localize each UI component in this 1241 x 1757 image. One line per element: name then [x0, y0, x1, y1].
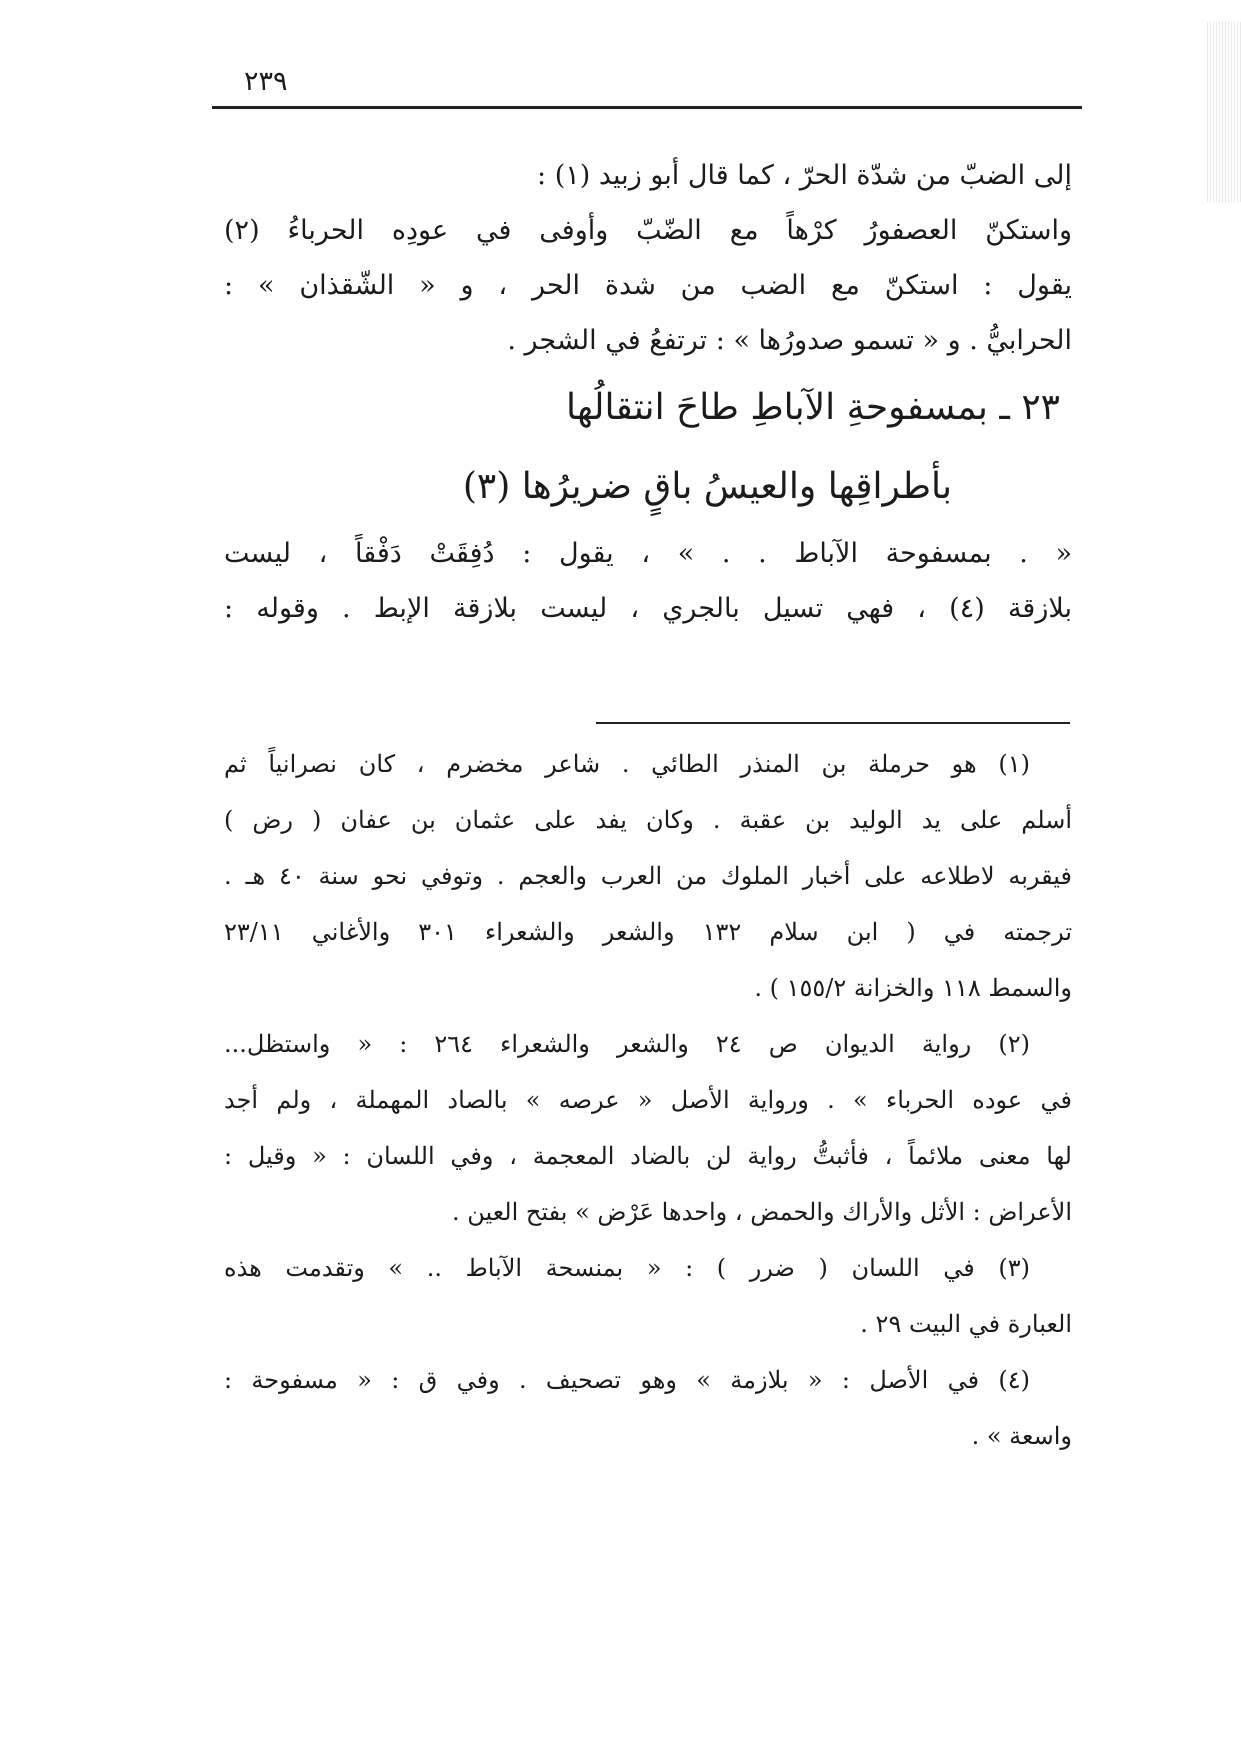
footnote-1-line: (١) هو حرملة بن المنذر الطائي . شاعر مخضرم ، كان نصرانياً ثم — [224, 750, 1030, 778]
footnote-2-line: الأعراض : الأثل والأراك والحمض ، واحدها عَرْض » بفتح العين . — [451, 1198, 1072, 1226]
footnote-2-line: في عوده الحرباء » . ورواية الأصل « عرصه » بالصاد المهملة ، ولم أجد — [224, 1086, 1072, 1114]
page-number: ٢٣٩ — [244, 66, 288, 97]
footnote-4-line: واسعة » . — [971, 1422, 1072, 1450]
footnote-4-line: (٤) في الأصل : « بلازمة » وهو تصحيف . وفي ق : « مسفوحة : — [224, 1366, 1030, 1394]
footnote-1-line: والسمط ١١٨ والخزانة ١٥٥/٢ ) . — [754, 974, 1072, 1002]
footnote-1-line: أسلم على يد الوليد بن عقبة . وكان يفد على عثمان بن عفان ( رض ) — [224, 806, 1072, 834]
footnote-2-line: لها معنى ملائماً ، فأثبتُّ رواية لن بالضاد المعجمة ، وفي اللسان : « وقيل : — [224, 1142, 1072, 1170]
text-line: الحرابيُّ . و « تسمو صدورُها » : ترتفعُ في الشجر . — [507, 325, 1072, 356]
header-rule — [212, 106, 1082, 109]
quoted-verse-line: واستكنّ العصفورُ كرْهاً مع الضّبّ وأوفى في عودِه الحرباءُ (٢) — [224, 215, 1072, 246]
footnote-separator — [596, 722, 1070, 724]
text-line: يقول : استكنّ مع الضب من شدة الحر ، و « الشّقذان » : — [224, 270, 1072, 301]
main-text — [224, 148, 1072, 636]
footnote-1-line: ترجمته في ( ابن سلام ١٣٢ والشعر والشعراء ٣٠١ والأغاني ٢٣/١١ — [224, 918, 1072, 946]
verse-line-second-hemistich: بأطراقِها والعيسُ باقٍ ضريرُها (٣) — [462, 466, 952, 507]
commentary-line: « . بمسفوحة الآباط . . » ، يقول : دُفِقَتْ دَفْقاً ، ليست — [224, 538, 1072, 569]
footnote-3-line: العبارة في البيت ٢٩ . — [860, 1310, 1072, 1338]
verse-line-first-hemistich: ٢٣ ـ بمسفوحةِ الآباطِ طاحَ انتقالُها — [565, 387, 1060, 428]
scan-edge-artifact — [1207, 22, 1241, 202]
footnote-2-line: (٢) رواية الديوان ص ٢٤ والشعر والشعراء ٢٦٤ : « واستظل... — [224, 1030, 1030, 1058]
footnotes — [224, 736, 1072, 1464]
text-line: إلى الضبّ من شدّة الحرّ ، كما قال أبو زبيد (١) : — [537, 160, 1072, 191]
footnote-1-line: فيقربه لاطلاعه على أخبار الملوك من العرب والعجم . وتوفي نحو سنة ٤٠ هـ . — [224, 862, 1072, 890]
commentary-line: بلازقة (٤) ، فهي تسيل بالجري ، ليست بلازقة الإبط . وقوله : — [224, 593, 1072, 624]
footnote-3-line: (٣) في اللسان ( ضرر ) : « بمنسحة الآباط .. » وتقدمت هذه — [224, 1254, 1030, 1282]
